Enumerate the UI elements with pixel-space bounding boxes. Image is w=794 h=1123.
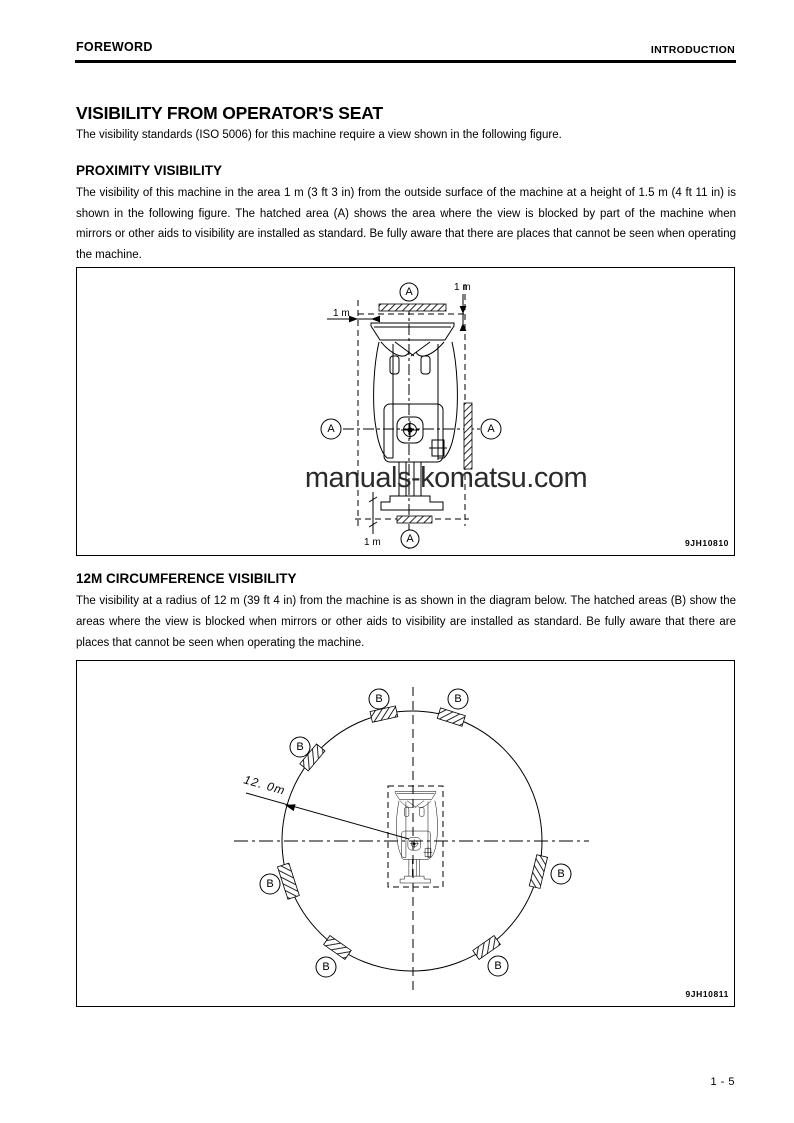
area-b-letter: B: [557, 868, 565, 880]
hatched-area-a-top: [379, 304, 446, 311]
figure-circumference-visibility: [76, 660, 735, 1007]
area-label-b-bottom-left: [316, 957, 336, 977]
area-a-letter: A: [327, 423, 335, 435]
area-label-a-left: [321, 419, 341, 439]
radius-leader-12m: [246, 793, 409, 839]
area-label-b-left: [260, 874, 280, 894]
page-number: 1 - 5: [710, 1076, 735, 1088]
hatched-area-b-top-left: [370, 706, 398, 722]
hatched-areas-b: [277, 706, 547, 960]
watermark: manuals-komatsu.com: [304, 462, 588, 494]
circumference-diagram: [77, 661, 734, 1006]
area-b-letter: B: [375, 693, 383, 705]
figure-proximity-visibility: [76, 267, 735, 556]
page-intro: The visibility standards (ISO 5006) for this machine require a view shown in the following figure.: [76, 129, 562, 141]
dimension-1m-bottom: [369, 492, 377, 534]
header-rule: [75, 60, 736, 63]
hatched-area-a-bottom: [397, 516, 432, 523]
dim-label-1m-top-left: 1 m: [333, 308, 350, 319]
radius-label-12m: 12. 0m: [242, 772, 288, 798]
proximity-diagram: [77, 268, 734, 555]
area-label-b-upper-left: [290, 737, 310, 757]
area-a-letter: A: [405, 286, 413, 298]
hatched-area-b-top-right: [437, 708, 465, 726]
section-heading-proximity: PROXIMITY VISIBILITY: [76, 163, 223, 178]
area-b-letter: B: [266, 878, 274, 890]
area-label-a-bottom: [401, 530, 419, 548]
dim-label-1m-top-right: 1 m: [454, 282, 471, 293]
section-heading-circumference: 12M CIRCUMFERENCE VISIBILITY: [76, 571, 297, 586]
area-b-letter: B: [494, 960, 502, 972]
area-label-a-top: [400, 283, 418, 301]
area-a-letter: A: [487, 423, 495, 435]
area-label-a-right: [481, 419, 501, 439]
area-a-letter: A: [406, 533, 414, 545]
hatched-area-b-right: [529, 855, 547, 889]
area-b-letter: B: [454, 693, 462, 705]
page-title: VISIBILITY FROM OPERATOR'S SEAT: [76, 103, 383, 123]
section-body-proximity: The visibility of this machine in the area 1 m (3 ft 3 in) from the outside surface of the machine at a height of 1.5 m (4 ft 11 in) is shown in the following figure. The hatched area (A) shows the area where the view is blocked by part of the machine when mirrors or other aids to visibility are installed as standard. Be fully aware that there are places that cannot be seen when operating the machine.: [76, 187, 736, 261]
hatched-area-a-right: [464, 403, 472, 469]
section-body-circumference: The visibility at a radius of 12 m (39 ft 4 in) from the machine is as shown in the diagram below. The hatched areas (B) show the areas where the view is blocked when mirrors or other aids to visibility are installed as standard. Be fully aware that there are places that cannot be seen when operating the machine.: [76, 595, 736, 649]
area-label-b-top-right: [448, 689, 468, 709]
area-label-b-bottom-right: [488, 956, 508, 976]
figure-code: 9JH10811: [685, 989, 729, 999]
header-left-label: FOREWORD: [76, 40, 153, 54]
area-label-b-right: [551, 864, 571, 884]
area-label-b-top-left: [369, 689, 389, 709]
figure-code: 9JH10810: [684, 538, 729, 548]
header-right-label: INTRODUCTION: [650, 44, 735, 56]
hatched-area-b-left: [277, 863, 299, 899]
hatched-area-b-bottom-left: [324, 936, 352, 960]
dim-label-1m-bottom: 1 m: [364, 537, 381, 548]
area-b-letter: B: [296, 741, 304, 753]
area-b-letter: B: [322, 961, 330, 973]
